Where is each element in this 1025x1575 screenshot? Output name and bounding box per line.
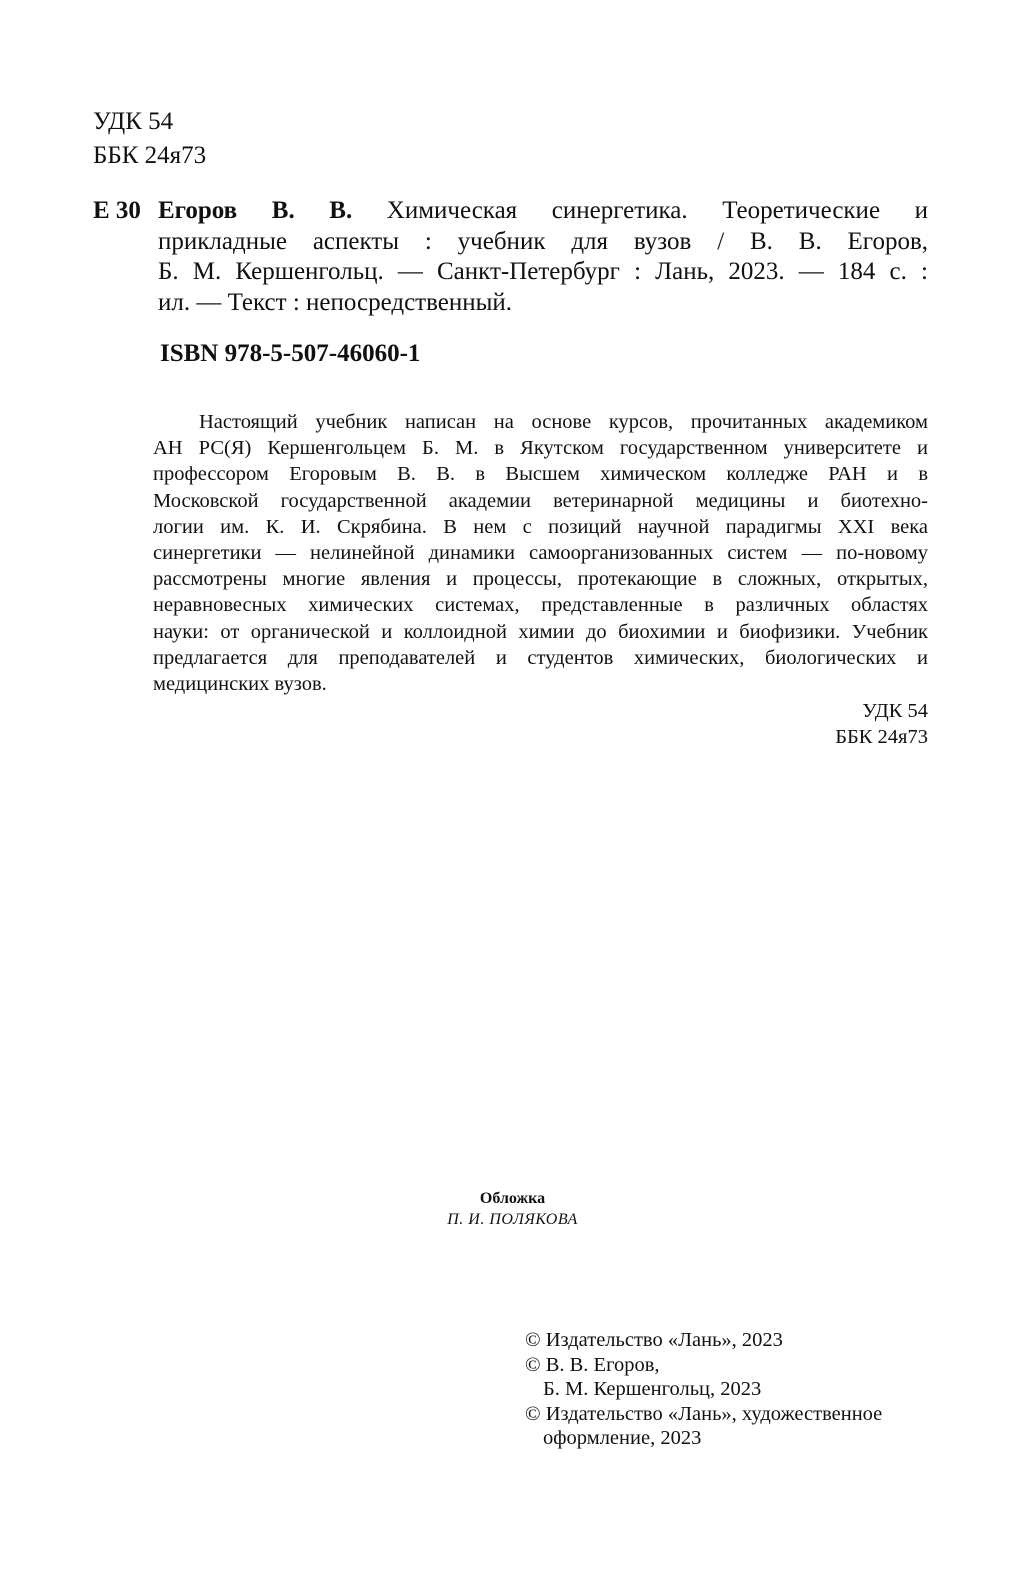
classification-codes-bottom — [835, 698, 928, 750]
bibliographic-line: Б. М. Кершенгольц. — Санкт-Петербург : Лань, 2023. — 184 с. : — [158, 258, 928, 285]
abstract-line: логии им. К. И. Скрябина. В нем с позиций научной парадигмы XXI века — [153, 515, 928, 538]
abstract-line: профессором Егоровым В. В. в Высшем химическом колледже РАН и в — [153, 463, 928, 486]
abstract-line: синергетики — нелинейной динамики самоорганизованных систем — по-новому — [153, 542, 928, 565]
bbk-code: ББК 24я73 — [835, 726, 928, 748]
author-mark-code: Е 30 — [93, 197, 141, 224]
bibliographic-entry — [93, 196, 928, 318]
copyright-line: оформление, 2023 — [543, 1427, 702, 1449]
abstract-line: неравновесных химических системах, представленные в различных областях — [153, 594, 928, 617]
abstract-line: медицинских вузов. — [153, 673, 327, 696]
classification-codes-top — [93, 105, 206, 173]
abstract-line: АН РС(Я) Кершенгольцем Б. М. в Якутском государственном университете и — [153, 437, 928, 460]
copyright-line: © Издательство «Лань», художественное — [525, 1402, 883, 1425]
abstract-line: Московской государственной академии ветеринарной медицины и биотехно- — [153, 489, 928, 512]
cover-designer: П. И. ПОЛЯКОВА — [447, 1211, 578, 1228]
cover-credit — [0, 1189, 1025, 1231]
bibliographic-description — [158, 196, 928, 318]
bibliographic-line: ил. — Текст : непосредственный. — [158, 288, 513, 316]
udk-code: УДК 54 — [93, 108, 174, 135]
udk-code: УДК 54 — [862, 700, 928, 722]
cover-label: Обложка — [479, 1190, 546, 1207]
isbn: ISBN 978-5-507-46060-1 — [160, 340, 421, 367]
author-name: Егоров В. В. — [158, 197, 353, 224]
abstract — [153, 409, 928, 697]
abstract-line: науки: от органической и коллоидной химии до биохимии и биофизики. Учебник — [153, 620, 928, 643]
copyright-line: © В. В. Егоров, — [525, 1353, 660, 1376]
abstract-line: рассмотрены многие явления и процессы, протекающие в сложных, открытых, — [153, 568, 928, 591]
copyright-line: © Издательство «Лань», 2023 — [525, 1329, 783, 1351]
copyright-notices — [525, 1328, 882, 1451]
bibliographic-line: прикладные аспекты : учебник для вузов / В. В. Егоров, — [158, 227, 928, 255]
abstract-line: Настоящий учебник написан на основе курсов, прочитанных академиком — [199, 411, 928, 433]
bibliographic-line: Егоров В. В. Химическая синергетика. Теоретические и — [158, 197, 928, 224]
copyright-line: Б. М. Кершенгольц, 2023 — [543, 1378, 762, 1400]
bbk-code: ББК 24я73 — [93, 142, 207, 169]
abstract-line: предлагается для преподавателей и студентов химических, биологических и — [153, 646, 928, 669]
